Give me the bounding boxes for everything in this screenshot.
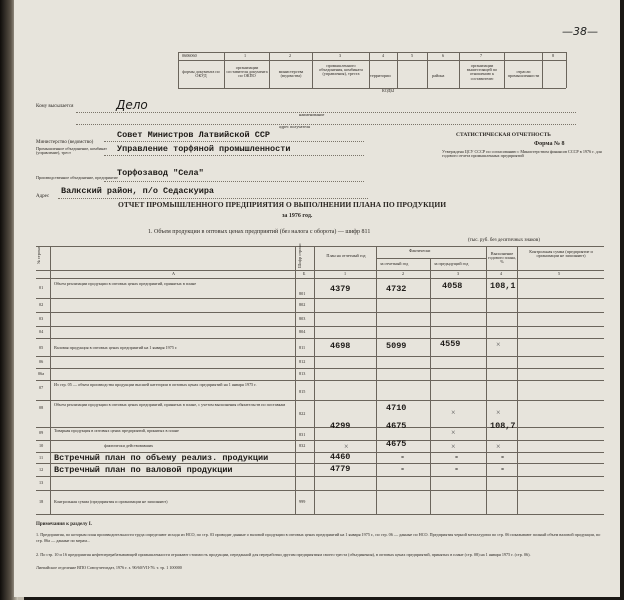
row-12-number: 12 [39,467,44,472]
header-code: Шифр строки [297,243,302,268]
colnum-2: 2 [402,271,405,276]
addressee-value: Дело [116,98,148,112]
colnum-4: 4 [500,271,503,276]
header-control: Контрольная сумма (предприятие и организации не заполняют) [529,249,593,259]
row-05-previous: 4559 [440,339,461,349]
row-05-name: Валовая продукция в оптовых ценах предприятий на 1 января 1975 г. [54,345,178,350]
row-18-name: Контрольная сумма (предприятия и организации не заполняют) [54,499,168,504]
row-02-number: 02 [39,302,44,307]
row-11-percent: - [500,452,506,462]
row-09-name: Товарная продукция в оптовых ценах предприятий, принятых в плане [54,428,179,433]
row-09-percent: 108,7 [490,421,516,431]
code-num-7: 7 [480,53,483,58]
row-06a-number: 06а [38,371,45,376]
header-pct: Выполнение годового плана, % [488,251,516,265]
union-label: Промышленное объединение, комбинат (управление), трест [36,146,107,156]
row-06a-code: 813 [299,371,306,376]
row-12-percent: - [500,464,506,474]
row-07-code: 815 [299,389,306,394]
row-10-number: 10 [39,443,44,448]
cross-mark-08b: × [496,408,501,417]
header-act-prev: за предыдущий год [434,261,469,266]
code-num-3: 3 [339,53,342,58]
page-number: —38— [562,25,598,38]
colnum-3: 3 [457,271,460,276]
code-col-3: промышленного объединения, комбината (управления), треста [319,63,363,77]
address-label: Адрес [36,194,50,199]
row-03-number: 03 [39,316,44,321]
report-year: за 1976 год. [282,213,313,219]
union-value: Управление торфяной промышленности [117,144,291,154]
units-note: (тыс. руб. без десятичных знаков) [468,238,540,243]
row-11-name: Встречный план по объему реализ. продукции [54,453,269,463]
code-num-8: 8 [552,53,555,58]
form-number: Форма № 8 [534,141,565,147]
row-11-plan: 4460 [330,452,351,462]
cross-mark-08a: × [451,408,456,417]
row-11-previous: - [454,452,460,462]
row-08-code: 822 [299,411,306,416]
code-num-4: 4 [382,53,385,58]
row-12-actual: - [400,464,406,474]
row-10-actual: 4675 [386,439,407,449]
row-08-name: Объем реализации продукции в оптовых ценах предприятий, принятых в плане, с учетом выполнения обязательств по поставкам [54,402,286,407]
row-09-plan: 4299 [330,421,351,431]
form-page [14,0,620,597]
colnum-5: 5 [558,271,561,276]
ministry-value: Совет Министров Латвийской ССР [117,130,271,140]
row-01-actual: 4732 [386,284,407,294]
row-10-code: 832 [299,443,306,448]
row-08-number: 08 [39,405,44,410]
enterprise-value: Торфозавод "Села" [117,168,204,178]
row-09-number: 09 [39,430,44,435]
approval-text: Утверждена ЦСУ СССР по согласованию с Министерством финансов СССР в 1976 г. для годового отчета промышленных предприятий [442,149,602,159]
colnum-1: 1 [344,271,347,276]
report-title: ОТЧЕТ ПРОМЫШЛЕННОГО ПРЕДПРИЯТИЯ О ВЫПОЛНЕНИИ ПЛАНА ПО ПРОДУКЦИИ [118,200,447,209]
colnum-a: А [172,271,176,276]
cross-mark-09: × [451,428,456,437]
note-1: 1. Предприятия, по которым план производительности труда определяют исходя из НСО, по стр. 03 приводят данные о валовой продукции в оптовых ценах предприятий на 1 января 1975 г., по стр. 06 — данные по НСО. Предприятия черной металлургии по стр. 06 показывают полный объем валовой продукции, по стр. 06а — данные по мерам... [36,532,601,543]
section-title: 1. Объем продукции в оптовых ценах предприятий (без налога с оборота) — шифр 811 [148,229,371,235]
row-05-actual: 5099 [386,341,407,351]
cross-mark-10c: × [496,442,501,451]
header-act-year: за отчетный год [380,261,409,266]
row-03-code: 803 [299,316,306,321]
code-num-2: 2 [289,53,292,58]
header-actual: Фактически [409,248,431,253]
row-01-previous: 4058 [442,281,463,291]
note-2: 2. По стр. 10 и 16 предприятия нефтеперерабатывающей промышленности отражают стоимость продукции, переданной для переработки другим предприятиям своего треста (объединения), в оптовых ценах предприятий, принятых в плане (стр. 08) на 1 января 1975 г. (стр. 06). [36,552,531,557]
row-11-number: 11 [39,455,44,460]
header-row-number: № строки [36,246,41,264]
row-13-number: 13 [39,480,44,485]
row-18-code: 999 [299,499,306,504]
row-05-number: 05 [39,345,44,350]
row-12-plan: 4779 [330,464,351,474]
row-05-code: 811 [299,345,306,350]
addressee-caption: наименование [299,112,325,117]
code-col-6: района [432,73,445,78]
cross-mark-05: × [496,340,501,349]
row-18-number: 18 [39,499,44,504]
row-01-percent: 108,1 [490,281,516,291]
cross-mark-10a: × [344,442,349,451]
row-06-code: 812 [299,359,306,364]
cross-mark-10b: × [451,442,456,451]
row-07-number: 07 [39,385,44,390]
code-num-5: 5 [411,53,414,58]
code-num-1: 1 [244,53,247,58]
notes-title: Примечания к разделу I. [36,522,92,527]
ministry-label: Министерство (ведомство) [36,140,94,145]
code-col-0: формы документа по ОКУД [182,69,220,79]
code-col-2: министерства (ведомства) [278,69,304,79]
row-01-number: 01 [39,285,44,290]
row-01-code: 801 [299,291,306,296]
addressee-label: Кому высылается [36,104,74,109]
row-08-actual: 4710 [386,403,407,413]
row-05-plan: 4698 [330,341,351,351]
enterprise-label: Производственное объединение, предприятие [36,175,118,180]
code-col-7: организации вышестоящей по отношению к составителю [466,63,498,81]
code-col-1: организации составителя документа по ОКПО [226,65,268,79]
row-12-previous: - [454,464,460,474]
row-06-number: 06 [39,359,44,364]
row-09-actual: 4675 [386,421,407,431]
row-07-name: Из стр. 05 — объем производства продукции высшей категории в оптовых ценах предприятий на 1 января 1975 г. [54,382,257,387]
row-01-name: Объем реализации продукции в оптовых ценах предприятий, принятых в плане [54,281,197,286]
stat-title: СТАТИСТИЧЕСКАЯ ОТЧЕТНОСТЬ [456,132,551,138]
printer-imprint: Лиепайское отделение ВПО Союзучетиздат, 1976 г. з. 90/60/VII-76. т. тр. 1 100000 [36,565,182,570]
row-02-code: 802 [299,302,306,307]
row-09-code: 831 [299,432,306,437]
row-01-plan: 4379 [330,284,351,294]
row-10-name: фактически действовавших [104,443,154,448]
address-caption: адрес получателя [279,124,310,129]
address-value: Валкский район, п/о Седаскуира [61,186,215,196]
code-col-4: территории [370,73,391,78]
row-11-actual: - [400,452,406,462]
row-04-code: 804 [299,329,306,334]
row-12-name: Встречный план по валовой продукции [54,465,233,475]
okud-code: 0606060 [182,53,197,58]
header-plan: План на отчетный год [326,253,366,258]
code-num-6: 6 [442,53,445,58]
row-04-number: 04 [39,329,44,334]
code-col-8: отрасли промышленности [507,69,540,79]
codes-caption: КОДЫ [382,88,395,93]
colnum-b: Б [303,271,306,276]
